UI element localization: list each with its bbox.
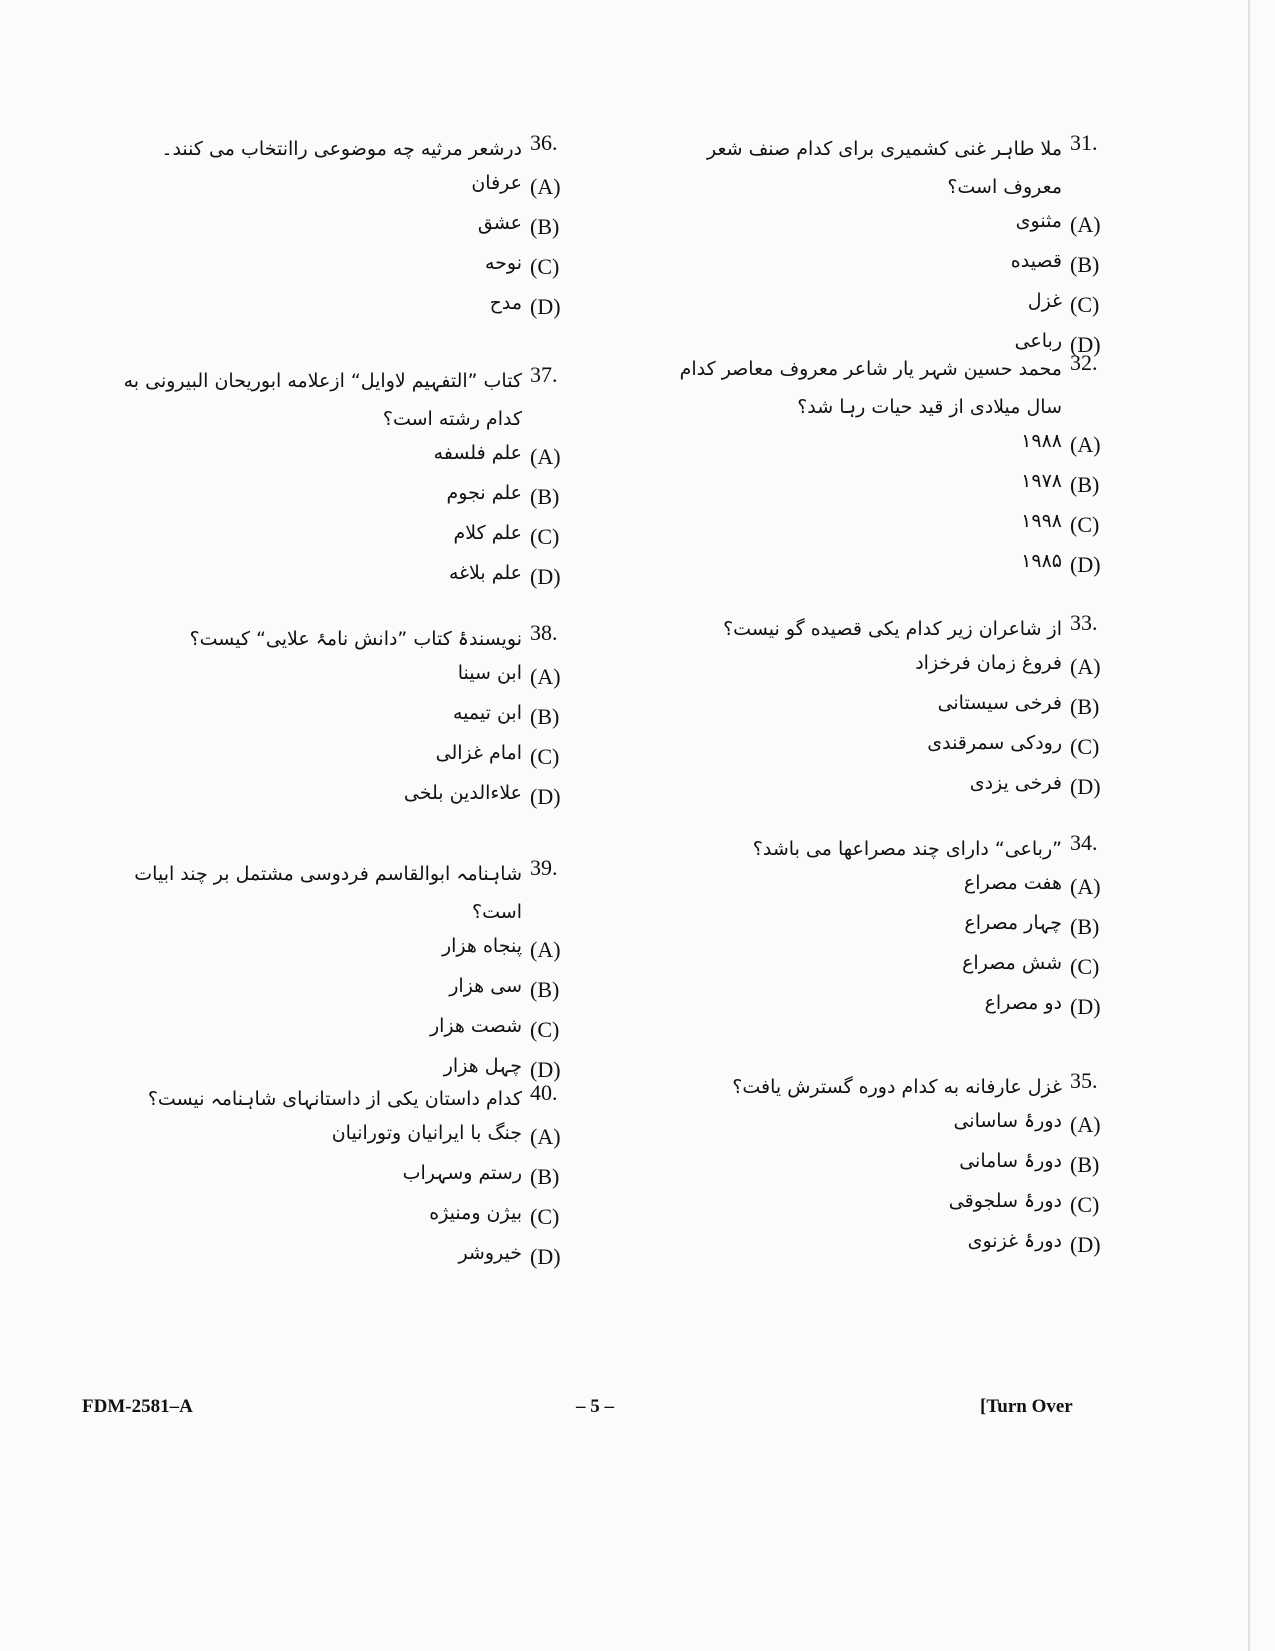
option-text: فرخی سیستانی xyxy=(937,692,1062,714)
option-text: فروغ زمان فرخزاد xyxy=(915,652,1062,674)
option-text: نوحه xyxy=(484,252,522,274)
option-letter: (A) xyxy=(1070,432,1101,457)
option-text: مدح xyxy=(489,292,522,314)
question-header xyxy=(650,610,1120,648)
option-letter: (C) xyxy=(1070,512,1100,537)
option-text: جنگ با ایرانیان وتورانیان xyxy=(331,1122,522,1144)
question-32 xyxy=(650,350,1120,586)
question-number: 39. xyxy=(530,855,558,880)
options-list xyxy=(110,1118,580,1278)
option-d xyxy=(110,1238,580,1278)
option-a xyxy=(650,648,1120,688)
option-letter: (C) xyxy=(530,744,560,769)
option-text: مثنوی xyxy=(1015,210,1062,232)
option-letter: (A) xyxy=(530,664,561,689)
option-text: چہار مصراع xyxy=(964,912,1062,934)
option-letter: (B) xyxy=(1070,914,1100,939)
question-header xyxy=(110,1080,580,1118)
option-letter: (B) xyxy=(530,977,560,1002)
options-list xyxy=(110,438,580,598)
options-list xyxy=(650,868,1120,1028)
option-text: چہل هزار xyxy=(443,1055,522,1077)
option-text: بیژن ومنیژه xyxy=(429,1202,522,1224)
option-letter: (C) xyxy=(1070,954,1100,979)
option-d xyxy=(110,558,580,598)
option-b xyxy=(110,698,580,738)
option-text: فرخی یزدی xyxy=(969,772,1062,794)
question-text: محمد حسین شہر یار شاعر معروف معاصر کدام سال میلادی از قید حیات رہا شد؟ xyxy=(679,358,1062,418)
option-text: علم فلسفه xyxy=(433,442,522,464)
option-a xyxy=(110,658,580,698)
question-34 xyxy=(650,830,1120,1028)
turn-over-label: [Turn Over xyxy=(980,1396,1073,1417)
option-letter: (A) xyxy=(1070,654,1101,679)
paper-code: FDM-2581–A xyxy=(82,1396,193,1417)
question-header xyxy=(650,830,1120,868)
option-letter: (C) xyxy=(530,524,560,549)
option-text: دورۂ سامانی xyxy=(959,1150,1062,1172)
option-text: شش مصراع xyxy=(962,952,1062,974)
option-letter: (D) xyxy=(530,1057,561,1082)
question-header xyxy=(110,855,580,931)
option-letter: (B) xyxy=(1070,694,1100,719)
option-letter: (A) xyxy=(1070,874,1101,899)
options-list xyxy=(110,931,580,1091)
option-a xyxy=(110,931,580,971)
option-b xyxy=(650,246,1120,286)
option-c xyxy=(110,248,580,288)
option-letter: (A) xyxy=(530,174,561,199)
question-number: 31. xyxy=(1070,130,1098,155)
option-d xyxy=(110,778,580,818)
option-b xyxy=(110,971,580,1011)
option-a xyxy=(110,1118,580,1158)
option-text: علم کلام xyxy=(453,522,522,544)
option-text: علاءالدین بلخی xyxy=(403,782,522,804)
question-text: از شاعران زیر کدام یکی قصیده گو نیست؟ xyxy=(723,618,1062,640)
question-text: درشعر مرثیه چه موضوعی راانتخاب می کنند۔ xyxy=(161,138,522,160)
option-letter: (B) xyxy=(530,704,560,729)
option-letter: (B) xyxy=(530,214,560,239)
question-33 xyxy=(650,610,1120,808)
option-b xyxy=(110,478,580,518)
option-a xyxy=(650,426,1120,466)
options-list xyxy=(650,206,1120,366)
option-letter: (C) xyxy=(1070,734,1100,759)
option-a xyxy=(110,438,580,478)
question-header xyxy=(110,362,580,438)
options-list xyxy=(650,1106,1120,1266)
option-text: هفت مصراع xyxy=(963,872,1062,894)
question-39 xyxy=(110,855,580,1091)
options-list xyxy=(650,648,1120,808)
option-text: دورۂ ساسانی xyxy=(953,1110,1062,1132)
question-36 xyxy=(110,130,580,328)
question-number: 37. xyxy=(530,362,558,387)
option-letter: (D) xyxy=(1070,774,1101,799)
option-text: شصت هزار xyxy=(429,1015,522,1037)
option-letter: (B) xyxy=(1070,252,1100,277)
question-text: غزل عارفانه به کدام دوره گسترش یافت؟ xyxy=(732,1076,1062,1098)
option-letter: (A) xyxy=(530,1124,561,1149)
question-header xyxy=(650,130,1120,206)
option-letter: (B) xyxy=(1070,1152,1100,1177)
question-number: 38. xyxy=(530,620,558,645)
option-letter: (B) xyxy=(530,1164,560,1189)
option-d xyxy=(650,546,1120,586)
option-letter: (C) xyxy=(530,254,560,279)
option-text: ۱۹۸۵ xyxy=(1021,550,1062,572)
question-text: نویسندۂ کتاب ”دانش نامۂ علایی“ کیست؟ xyxy=(189,628,522,650)
question-header xyxy=(650,1068,1120,1106)
option-text: عشق xyxy=(477,212,522,234)
question-number: 40. xyxy=(530,1080,558,1105)
option-text: دورۂ غزنوی xyxy=(967,1230,1062,1252)
option-letter: (A) xyxy=(1070,212,1101,237)
question-number: 32. xyxy=(1070,350,1098,375)
option-letter: (D) xyxy=(530,784,561,809)
question-header xyxy=(650,350,1120,426)
option-c xyxy=(650,506,1120,546)
question-text: کدام داستان یکی از داستانہای شاہنامہ نیست؟ xyxy=(147,1088,522,1110)
option-text: پنجاه هزار xyxy=(441,935,522,957)
option-c xyxy=(650,728,1120,768)
option-b xyxy=(650,1146,1120,1186)
page-edge-line xyxy=(1248,0,1250,1651)
question-number: 36. xyxy=(530,130,558,155)
question-header xyxy=(110,620,580,658)
option-b xyxy=(110,208,580,248)
question-number: 33. xyxy=(1070,610,1098,635)
option-letter: (A) xyxy=(1070,1112,1101,1137)
option-text: رودکی سمرقندی xyxy=(927,732,1062,754)
option-letter: (D) xyxy=(1070,332,1101,357)
question-text: کتاب ”التفہیم لاوایل“ ازعلامه ابوریحان البیرونی به کدام رشته است؟ xyxy=(123,370,522,430)
option-letter: (D) xyxy=(530,564,561,589)
option-c xyxy=(650,948,1120,988)
options-list xyxy=(650,426,1120,586)
option-text: ۱۹۷۸ xyxy=(1021,470,1062,492)
page-number: – 5 – xyxy=(576,1396,614,1417)
option-letter: (A) xyxy=(530,444,561,469)
question-37 xyxy=(110,362,580,598)
option-b xyxy=(110,1158,580,1198)
option-text: خیروشر xyxy=(458,1242,522,1264)
option-text: ابن سینا xyxy=(457,662,522,684)
option-letter: (C) xyxy=(530,1017,560,1042)
option-c xyxy=(650,286,1120,326)
option-text: امام غزالی xyxy=(435,742,522,764)
option-text: عرفان xyxy=(471,172,522,194)
option-letter: (C) xyxy=(1070,292,1100,317)
option-text: ۱۹۹۸ xyxy=(1021,510,1062,532)
option-letter: (D) xyxy=(1070,994,1101,1019)
option-letter: (C) xyxy=(1070,1192,1100,1217)
option-text: سی هزار xyxy=(449,975,522,997)
question-header xyxy=(110,130,580,168)
option-text: دورۂ سلجوقی xyxy=(948,1190,1062,1212)
option-text: غزل xyxy=(1027,290,1062,312)
options-list xyxy=(110,168,580,328)
option-a xyxy=(650,206,1120,246)
option-text: ابن تیمیه xyxy=(453,702,522,724)
option-c xyxy=(650,1186,1120,1226)
question-number: 34. xyxy=(1070,830,1098,855)
option-d xyxy=(650,1226,1120,1266)
option-a xyxy=(650,1106,1120,1146)
option-c xyxy=(110,1198,580,1238)
option-d xyxy=(650,988,1120,1028)
question-text: ”رباعی“ دارای چند مصراعها می باشد؟ xyxy=(752,838,1062,860)
question-40 xyxy=(110,1080,580,1278)
option-text: دو مصراع xyxy=(984,992,1062,1014)
option-d xyxy=(110,288,580,328)
option-text: رباعی xyxy=(1014,330,1062,352)
option-letter: (B) xyxy=(530,484,560,509)
option-d xyxy=(650,768,1120,808)
option-letter: (D) xyxy=(530,1244,561,1269)
option-c xyxy=(110,738,580,778)
option-letter: (C) xyxy=(530,1204,560,1229)
option-b xyxy=(650,466,1120,506)
option-text: ۱۹۸۸ xyxy=(1021,430,1062,452)
option-letter: (B) xyxy=(1070,472,1100,497)
option-c xyxy=(110,518,580,558)
option-letter: (D) xyxy=(1070,1232,1101,1257)
option-letter: (D) xyxy=(1070,552,1101,577)
question-text: ملا طاہر غنی کشمیری برای کدام صنف شعر معروف است؟ xyxy=(707,138,1062,198)
option-a xyxy=(650,868,1120,908)
question-31 xyxy=(650,130,1120,366)
option-b xyxy=(650,688,1120,728)
option-text: رستم وسہراب xyxy=(402,1162,522,1184)
option-a xyxy=(110,168,580,208)
option-c xyxy=(110,1011,580,1051)
question-text: شاہنامہ ابوالقاسم فردوسی مشتمل بر چند ابیات است؟ xyxy=(134,863,522,923)
question-38 xyxy=(110,620,580,818)
option-b xyxy=(650,908,1120,948)
options-list xyxy=(110,658,580,818)
option-letter: (D) xyxy=(530,294,561,319)
option-text: علم بلاغه xyxy=(448,562,522,584)
option-text: علم نجوم xyxy=(446,482,522,504)
question-number: 35. xyxy=(1070,1068,1098,1093)
option-text: قصیده xyxy=(1010,250,1062,272)
option-letter: (A) xyxy=(530,937,561,962)
question-35 xyxy=(650,1068,1120,1266)
